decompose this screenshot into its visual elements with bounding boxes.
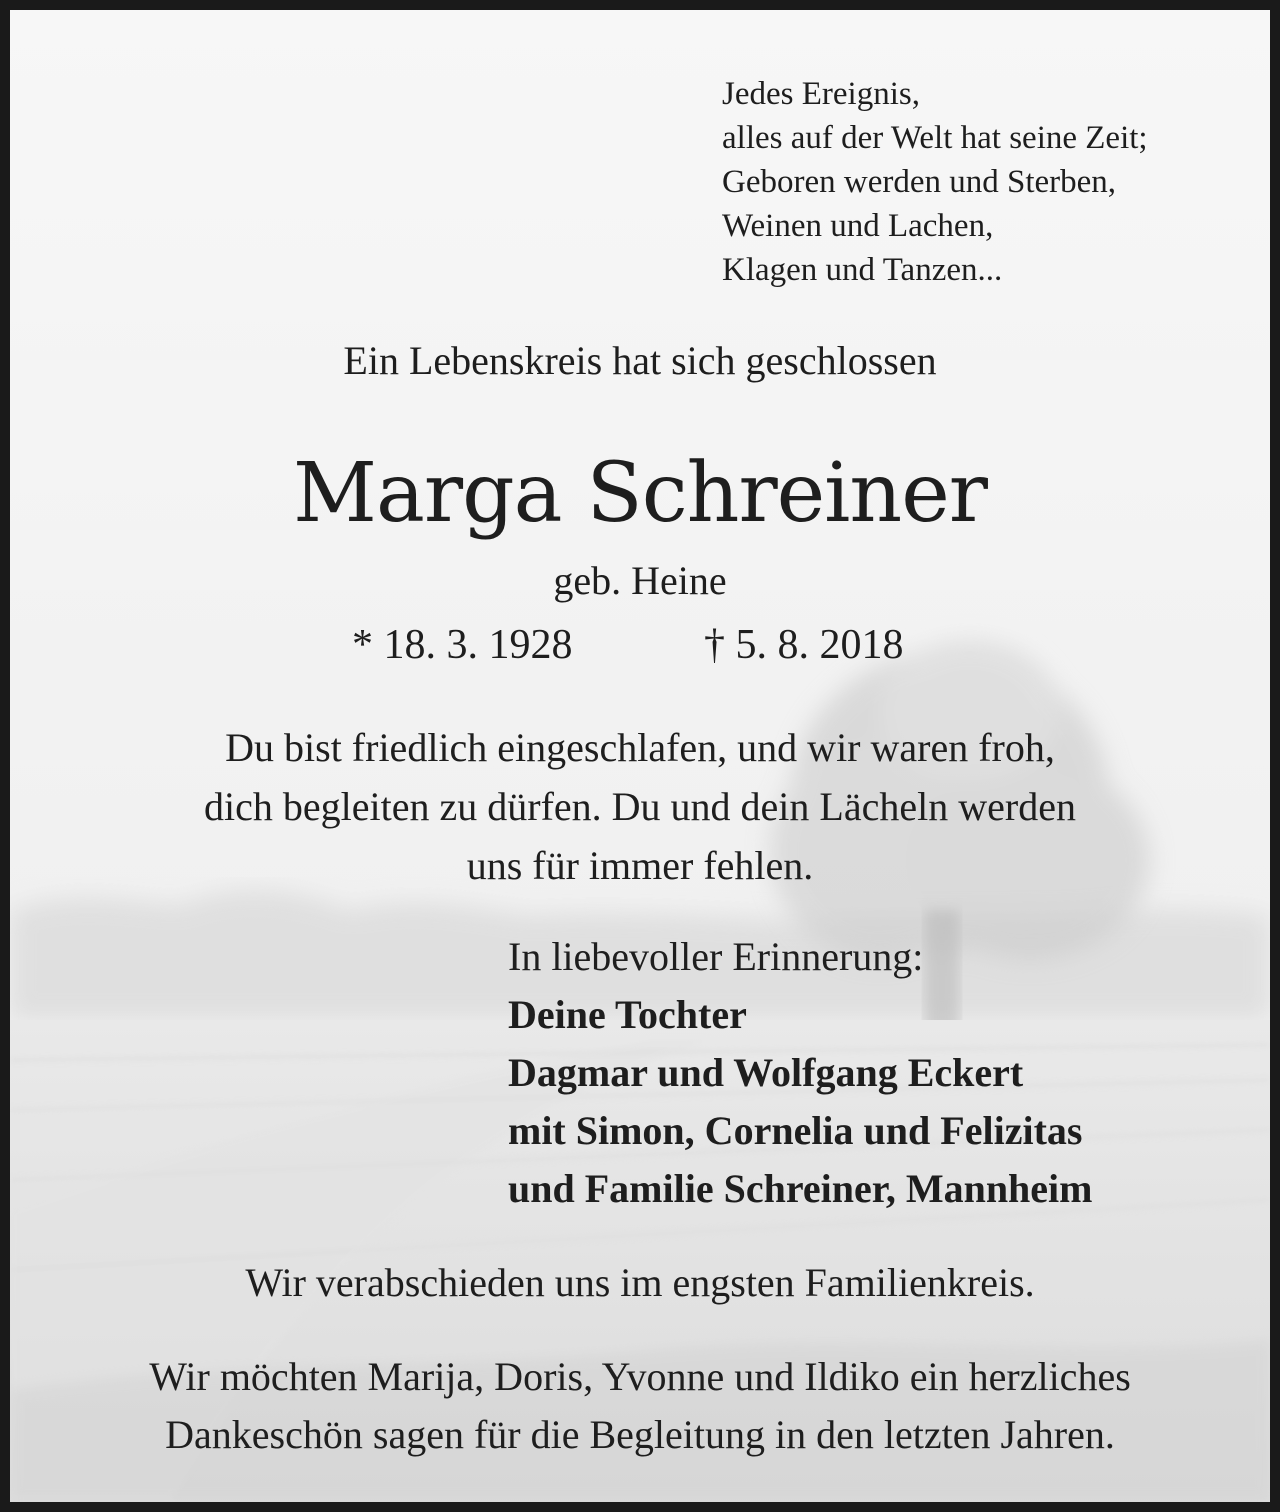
thanks-note	[10, 1348, 1270, 1464]
message-line: uns für immer fehlen.	[466, 843, 814, 888]
message-line: dich begleiten zu dürfen. Du und dein Lächeln werden	[204, 784, 1076, 829]
intro-line: Ein Lebenskreis hat sich geschlossen	[343, 338, 937, 383]
maiden-name: geb. Heine	[553, 558, 727, 603]
signatures-heading: In liebevoller Erinnerung:	[508, 934, 924, 979]
thanks-line: Wir möchten Marija, Doris, Yvonne und Ildiko ein herzliches	[149, 1354, 1131, 1399]
memorial-message	[10, 718, 1270, 895]
poem-line: Klagen und Tanzen...	[722, 252, 1003, 288]
poem-quote	[722, 72, 1242, 292]
signature-line: mit Simon, Cornelia und Felizitas	[508, 1108, 1083, 1153]
signature-line: und Familie Schreiner, Mannheim	[508, 1166, 1093, 1211]
obituary-text	[10, 10, 1270, 1502]
mourners-signatures	[508, 928, 1093, 1218]
poem-line: alles auf der Welt hat seine Zeit;	[722, 120, 1148, 156]
poem-line: Jedes Ereignis,	[722, 76, 920, 112]
poem-line: Geboren werden und Sterben,	[722, 164, 1117, 200]
message-line: Du bist friedlich eingeschlafen, und wir waren froh,	[225, 725, 1055, 770]
deceased-name: Marga Schreiner	[293, 446, 987, 541]
birth-date: * 18. 3. 1928	[352, 622, 573, 668]
signature-line: Deine Tochter	[508, 992, 747, 1037]
poem-line: Weinen und Lachen,	[722, 208, 994, 244]
signature-line: Dagmar und Wolfgang Eckert	[508, 1050, 1024, 1095]
thanks-line: Dankeschön sagen für die Begleitung in den letzten Jahren.	[165, 1412, 1115, 1457]
farewell-note: Wir verabschieden uns im engsten Familienkreis.	[245, 1260, 1035, 1305]
death-date: † 5. 8. 2018	[704, 622, 904, 668]
